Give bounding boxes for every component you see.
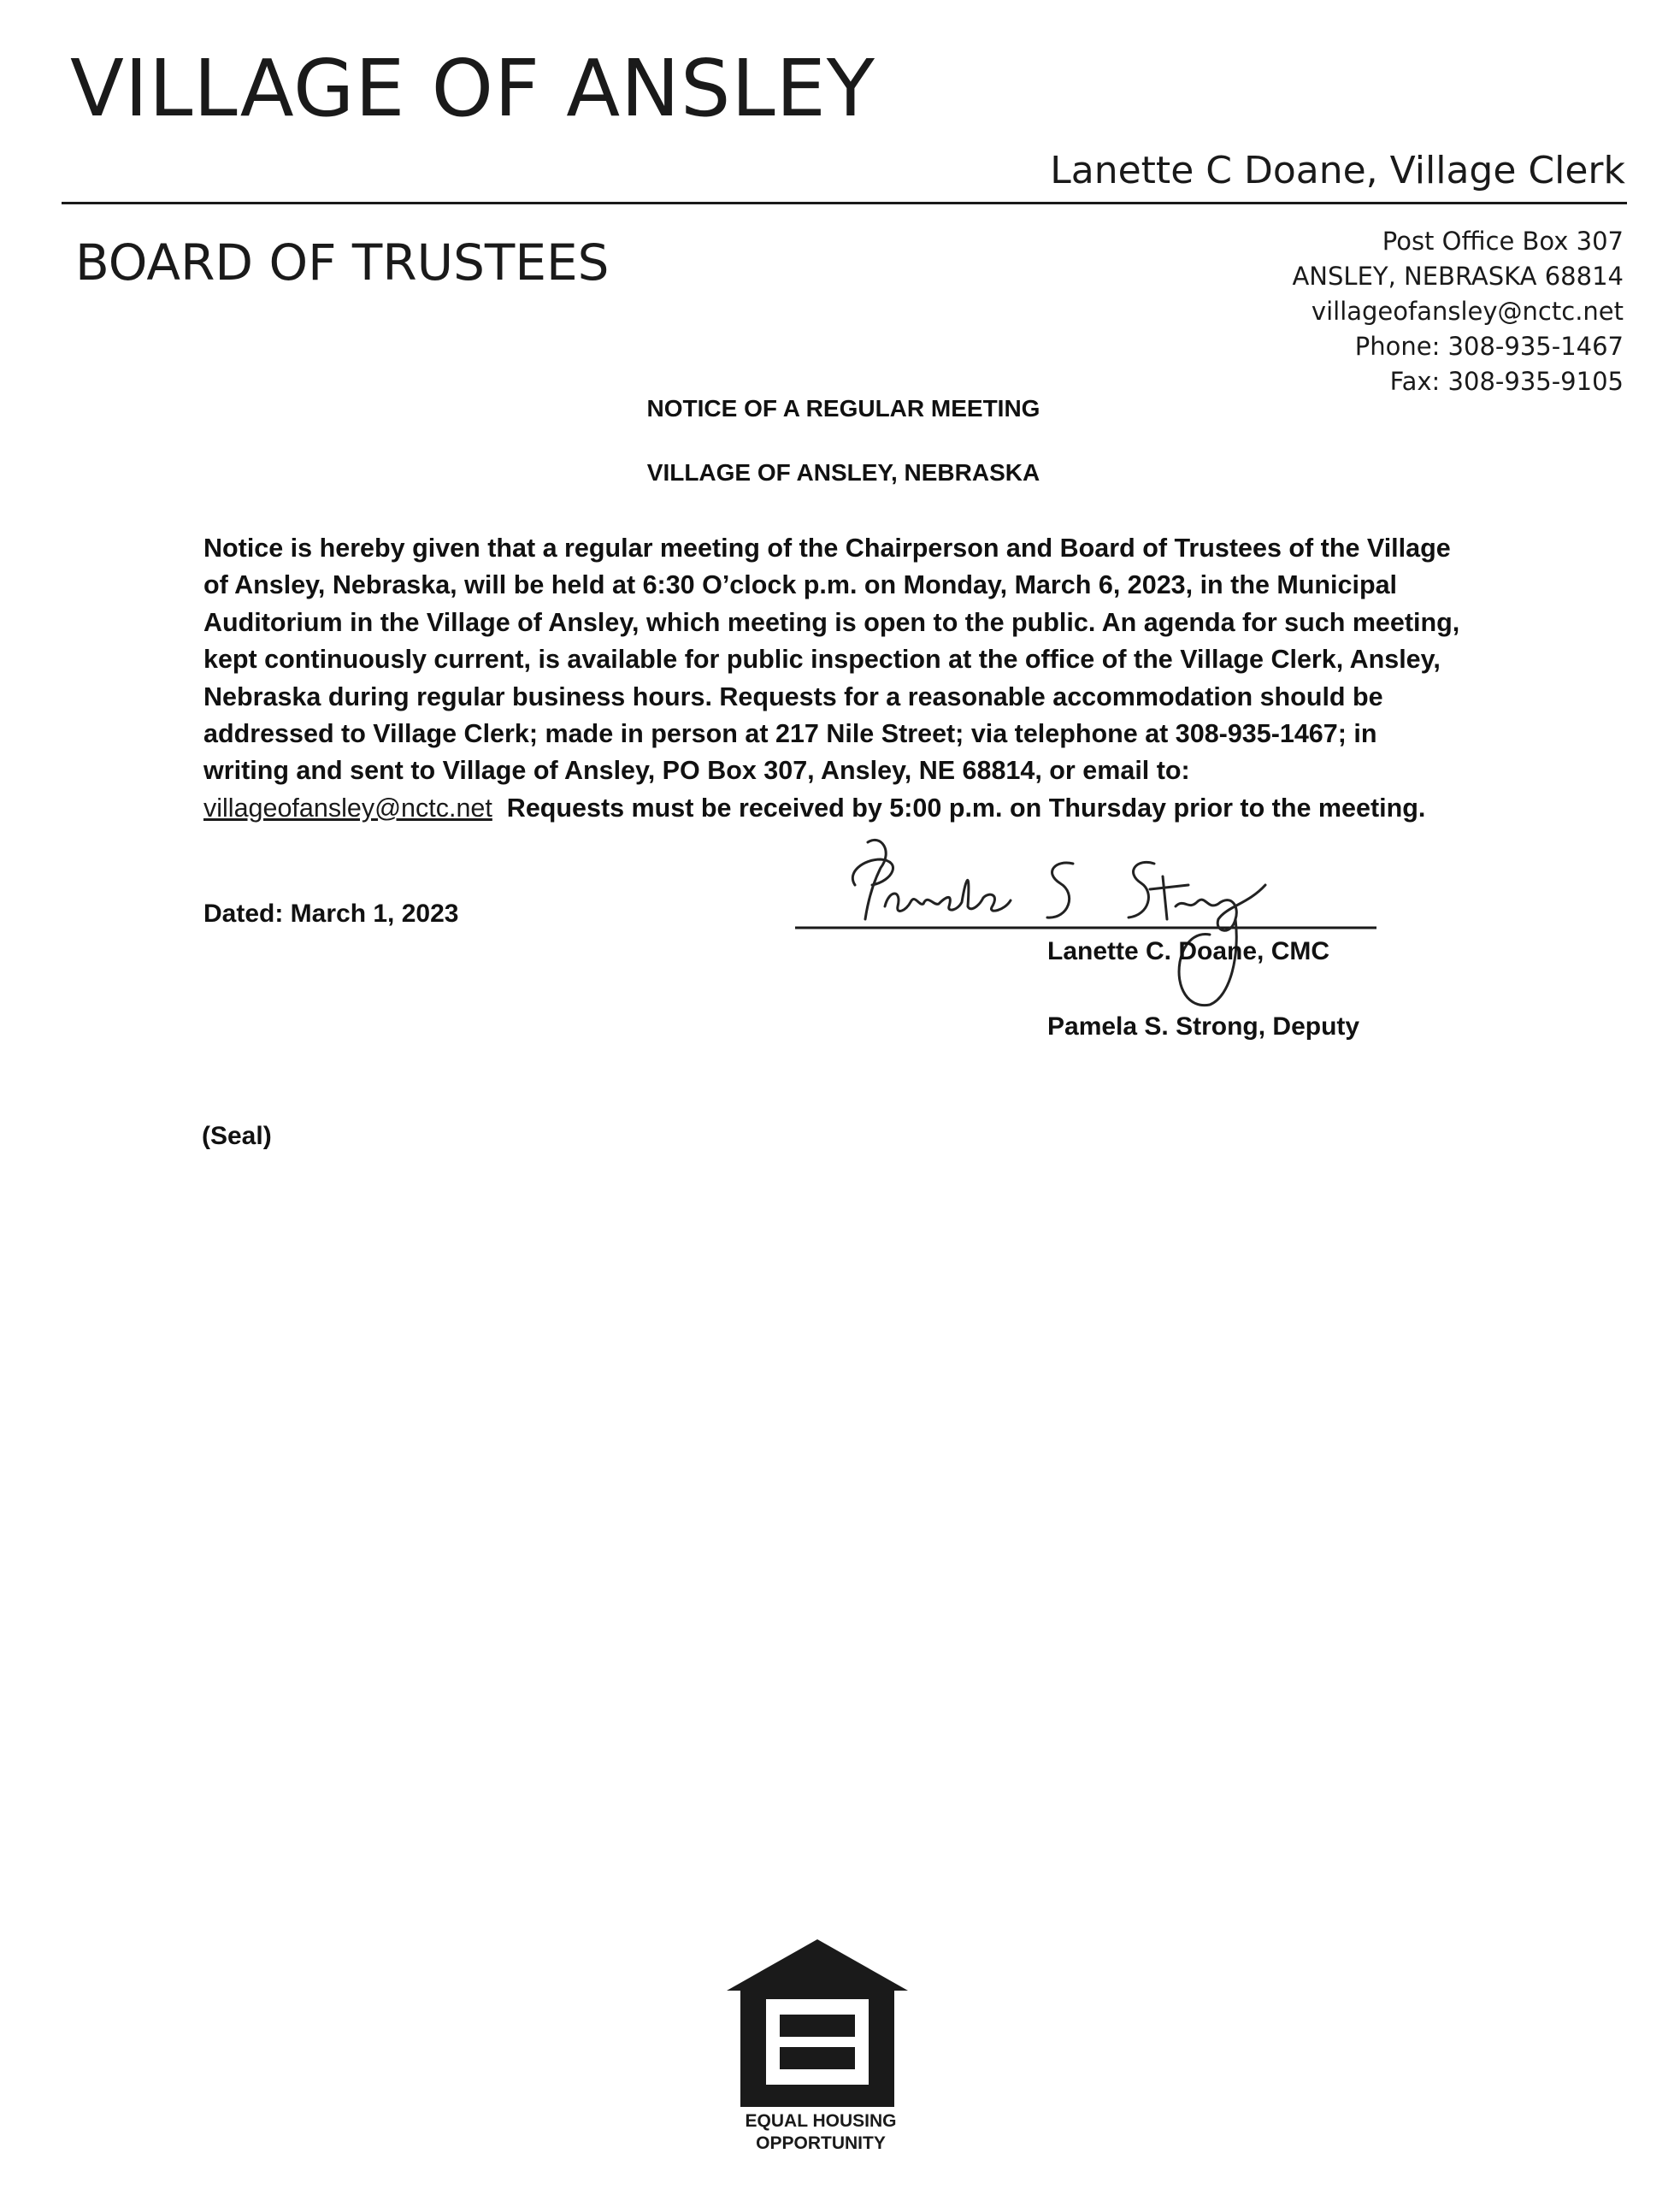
organization-name: VILLAGE OF ANSLEY <box>70 43 875 134</box>
po-box: Post Office Box 307 <box>1382 227 1624 256</box>
contact-block <box>1292 224 1624 399</box>
deputy-name: Pamela S. Strong, Deputy <box>1047 1012 1360 1041</box>
equal-housing-caption <box>701 2110 940 2155</box>
body-line: Nebraska during regular business hours. Requests for a reasonable accommodation should be <box>203 681 1383 711</box>
body-line: addressed to Village Clerk; made in person at 217 Nile Street; via telephone at 308-935-1467; in <box>203 719 1377 749</box>
body-line: Auditorium in the Village of Ansley, which meeting is open to the public. An agenda for such meeting, <box>203 607 1460 637</box>
contact-phone: Phone: 308-935-1467 <box>1354 332 1624 361</box>
seal-label: (Seal) <box>202 1122 272 1150</box>
contact-email: villageofansley@nctc.net <box>1311 297 1624 326</box>
notice-subheading: VILLAGE OF ANSLEY, NEBRASKA <box>646 459 1040 486</box>
eho-line-1: EQUAL HOUSING <box>745 2111 897 2131</box>
body-line: writing and sent to Village of Ansley, PO Box 307, Ansley, NE 68814, or email to: <box>203 756 1190 786</box>
dated-line: Dated: March 1, 2023 <box>203 900 459 928</box>
body-line: Notice is hereby given that a regular meeting of the Chairperson and Board of Trustees of the Village <box>203 534 1451 563</box>
eho-line-2: OPPORTUNITY <box>756 2133 886 2153</box>
header-divider <box>62 202 1627 204</box>
contact-fax: Fax: 308-935-9105 <box>1389 367 1624 396</box>
equal-housing-house-icon <box>727 1939 908 2107</box>
signer-name: Lanette C. Doane, CMC <box>1047 937 1330 965</box>
body-line: kept continuously current, is available for public inspection at the office of the Village Clerk, Ansley, <box>203 645 1441 675</box>
notice-body <box>203 530 1494 827</box>
village-clerk-line: Lanette C Doane, Village Clerk <box>1050 149 1625 192</box>
board-title: BOARD OF TRUSTEES <box>75 233 610 292</box>
body-line: of Ansley, Nebraska, will be held at 6:30 O’clock p.m. on Monday, March 6, 2023, in the Municipal <box>203 570 1398 600</box>
email-link[interactable]: villageofansley@nctc.net <box>203 793 492 823</box>
notice-heading: NOTICE OF A REGULAR MEETING <box>646 395 1040 422</box>
body-line-last <box>203 790 1494 827</box>
handwritten-signature <box>787 825 1402 1030</box>
deadline-text: Requests must be received by 5:00 p.m. on Thursday prior to the meeting. <box>492 793 1426 823</box>
city-state: ANSLEY, NEBRASKA 68814 <box>1292 262 1624 291</box>
